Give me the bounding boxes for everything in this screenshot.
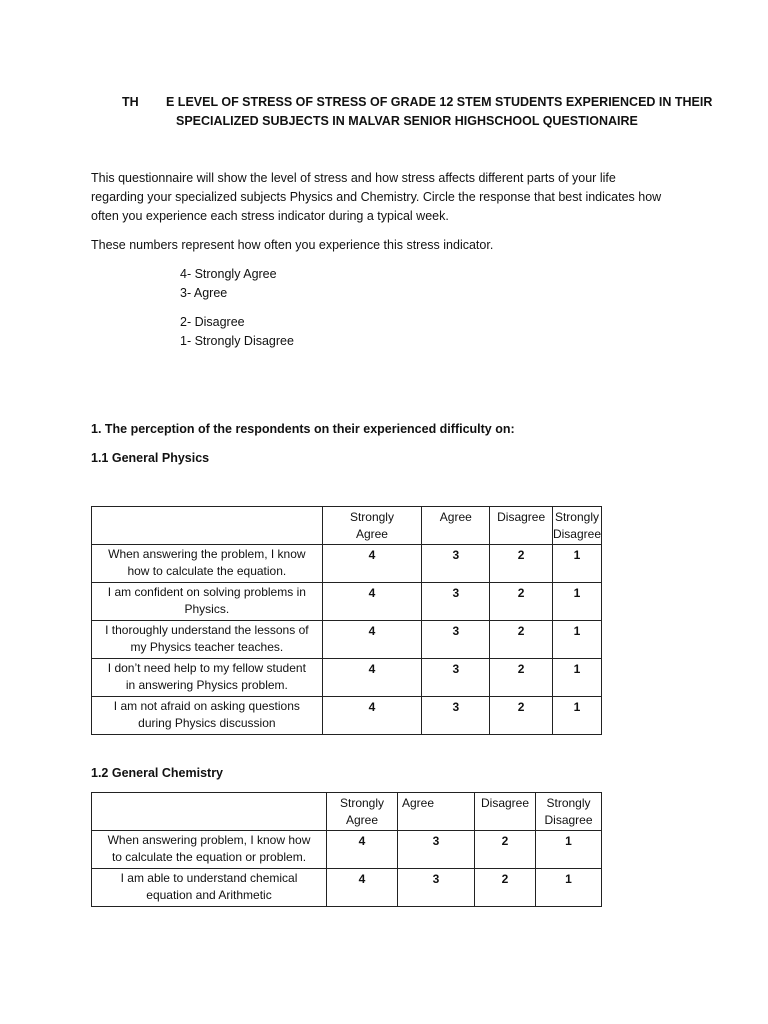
physics-table xyxy=(91,506,602,735)
scale-item: 2- Disagree xyxy=(180,315,245,329)
physics-subheading: 1.1 General Physics xyxy=(91,451,210,465)
header-cell xyxy=(536,793,602,831)
choice-3[interactable]: 3 xyxy=(422,545,490,583)
header-line: Strongly xyxy=(339,796,385,810)
choice-4[interactable]: 4 xyxy=(327,869,398,907)
intro-line-2: regarding your specialized subjects Physics and Chemistry. Circle the response that best indicates how xyxy=(91,190,662,204)
statement-cell xyxy=(92,621,323,659)
statement-line: I am confident on solving problems in xyxy=(107,585,306,599)
header-line: Strongly xyxy=(554,510,599,524)
title-fragment: TH xyxy=(122,95,139,109)
statement-line: Physics. xyxy=(184,602,230,616)
choice-4[interactable]: 4 xyxy=(322,583,422,621)
intro-line-1: This questionnaire will show the level of stress and how stress affects different parts of your life xyxy=(91,171,616,185)
choice-2[interactable]: 2 xyxy=(490,583,553,621)
choice-4[interactable]: 4 xyxy=(322,659,422,697)
header-line: Disagree xyxy=(552,527,601,541)
header-cell: Disagree xyxy=(475,793,536,831)
statement-line: When answering the problem, I know xyxy=(108,547,306,561)
header-cell xyxy=(322,507,422,545)
statement-line: I don’t need help to my fellow student xyxy=(107,661,306,675)
choice-2[interactable]: 2 xyxy=(490,621,553,659)
choice-2[interactable]: 2 xyxy=(475,831,536,869)
table-row xyxy=(92,583,602,621)
choice-1[interactable]: 1 xyxy=(552,659,601,697)
choice-1[interactable]: 1 xyxy=(536,831,602,869)
header-cell: Agree xyxy=(422,507,490,545)
statement-line: I thoroughly understand the lessons of xyxy=(105,623,309,637)
statement-line: during Physics discussion xyxy=(138,716,276,730)
choice-4[interactable]: 4 xyxy=(322,621,422,659)
choice-3[interactable]: 3 xyxy=(398,831,475,869)
title-line-2: SPECIALIZED SUBJECTS IN MALVAR SENIOR HIGHSCHOOL QUESTIONAIRE xyxy=(176,114,638,128)
statement-cell xyxy=(92,869,327,907)
statement-line: how to calculate the equation. xyxy=(127,564,287,578)
header-line: Agree xyxy=(355,527,388,541)
choice-3[interactable]: 3 xyxy=(422,697,490,735)
choice-3[interactable]: 3 xyxy=(398,869,475,907)
statement-cell xyxy=(92,583,323,621)
choice-1[interactable]: 1 xyxy=(536,869,602,907)
table-row xyxy=(92,545,602,583)
table-header-row xyxy=(92,507,602,545)
statement-line: equation and Arithmetic xyxy=(146,888,272,902)
table-row xyxy=(92,831,602,869)
choice-3[interactable]: 3 xyxy=(422,583,490,621)
table-row xyxy=(92,869,602,907)
statement-line: I am able to understand chemical xyxy=(120,871,298,885)
chemistry-table xyxy=(91,792,602,907)
scale-item: 3- Agree xyxy=(180,286,228,300)
title-line-1: E LEVEL OF STRESS OF STRESS OF GRADE 12 STEM STUDENTS EXPERIENCED IN THEIR xyxy=(166,95,713,109)
chemistry-subheading: 1.2 General Chemistry xyxy=(91,766,224,780)
blank-header-cell xyxy=(92,507,323,545)
choice-2[interactable]: 2 xyxy=(490,659,553,697)
scale-item: 4- Strongly Agree xyxy=(180,267,277,281)
choice-4[interactable]: 4 xyxy=(327,831,398,869)
choice-4[interactable]: 4 xyxy=(322,697,422,735)
header-line: Disagree xyxy=(544,813,593,827)
scale-item: 1- Strongly Disagree xyxy=(180,334,294,348)
header-cell xyxy=(327,793,398,831)
choice-1[interactable]: 1 xyxy=(552,697,601,735)
table-row xyxy=(92,697,602,735)
header-line: Strongly xyxy=(349,510,394,524)
choice-3[interactable]: 3 xyxy=(422,659,490,697)
header-cell xyxy=(552,507,601,545)
choice-2[interactable]: 2 xyxy=(490,545,553,583)
choice-4[interactable]: 4 xyxy=(322,545,422,583)
statement-line: in answering Physics problem. xyxy=(125,678,288,692)
header-cell: Disagree xyxy=(490,507,553,545)
choice-1[interactable]: 1 xyxy=(552,621,601,659)
statement-cell xyxy=(92,831,327,869)
statement-cell xyxy=(92,545,323,583)
statement-line: my Physics teacher teaches. xyxy=(130,640,284,654)
choice-1[interactable]: 1 xyxy=(552,583,601,621)
choice-1[interactable]: 1 xyxy=(552,545,601,583)
statement-line: When answering problem, I know how xyxy=(107,833,311,847)
header-line: Agree xyxy=(345,813,379,827)
scale-note: These numbers represent how often you experience this stress indicator. xyxy=(91,238,494,252)
statement-line: I am not afraid on asking questions xyxy=(113,699,300,713)
blank-header-cell xyxy=(92,793,327,831)
intro-line-3: often you experience each stress indicator during a typical week. xyxy=(91,209,449,223)
header-cell: Agree xyxy=(398,793,475,831)
statement-line: to calculate the equation or problem. xyxy=(111,850,307,864)
choice-2[interactable]: 2 xyxy=(475,869,536,907)
choice-3[interactable]: 3 xyxy=(422,621,490,659)
statement-cell xyxy=(92,659,323,697)
header-line: Strongly xyxy=(546,796,591,810)
section-heading: 1. The perception of the respondents on their experienced difficulty on: xyxy=(91,422,515,436)
table-row xyxy=(92,621,602,659)
table-header-row xyxy=(92,793,602,831)
table-row xyxy=(92,659,602,697)
statement-cell xyxy=(92,697,323,735)
choice-2[interactable]: 2 xyxy=(490,697,553,735)
